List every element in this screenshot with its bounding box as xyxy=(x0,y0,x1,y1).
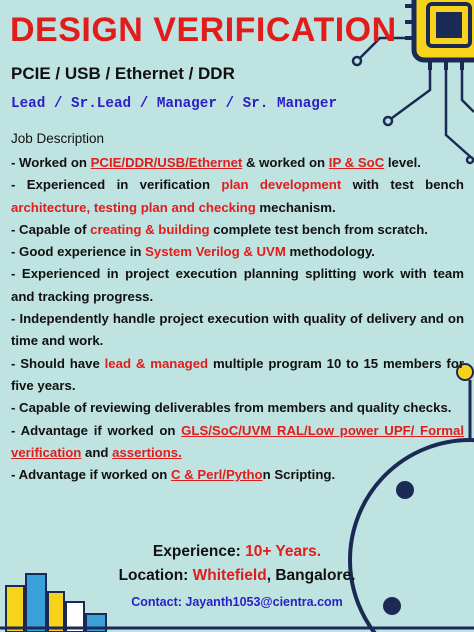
experience-line xyxy=(0,540,474,564)
item-text-segment: multiple program 10 to 15 members for five years. xyxy=(11,355,465,393)
item-text-segment: creating & building xyxy=(90,221,210,237)
item-text-segment: - Advantage if worked on xyxy=(11,422,182,438)
item-text-segment: - Experienced in project execution planning splitting work with team and tracking progress. xyxy=(11,266,464,304)
job-description-item xyxy=(11,308,464,353)
job-description-heading: Job Description xyxy=(11,131,105,146)
chip-icon xyxy=(405,0,474,70)
item-text-segment: - Worked on xyxy=(11,155,91,170)
job-description-item xyxy=(11,397,464,419)
item-text-segment: & worked on xyxy=(242,155,329,170)
job-description-item xyxy=(11,174,464,219)
item-text-segment: IP & SoC xyxy=(328,155,385,170)
item-text-segment: methodology. xyxy=(285,244,375,260)
contact-label: Contact: xyxy=(131,595,186,609)
location-rest: , Bangalore. xyxy=(266,567,356,584)
item-text-segment: - Independently handle project execution with quality of delivery and on time and work. xyxy=(11,311,464,349)
location-line xyxy=(0,564,474,588)
item-text-segment: complete test bench from scratch. xyxy=(209,221,428,237)
item-text-segment: and xyxy=(81,444,113,460)
job-description-item xyxy=(11,152,464,174)
page-title: DESIGN VERIFICATION xyxy=(10,11,397,49)
contact-line xyxy=(0,592,474,612)
item-text-segment: n Scripting. xyxy=(262,467,336,483)
job-description-list xyxy=(11,152,464,486)
item-text-segment: C & Perl/Pytho xyxy=(170,467,263,483)
job-description-item xyxy=(11,464,464,486)
experience-value: 10+ Years. xyxy=(245,543,322,560)
item-text-segment: - Advantage if worked on xyxy=(11,467,171,483)
item-text-segment: - Good experience in xyxy=(11,244,146,260)
item-text-segment: lead & managed xyxy=(104,355,209,371)
item-text-segment: level. xyxy=(384,155,421,170)
location-label: Location: xyxy=(118,567,193,584)
item-text-segment: - Experienced in verification xyxy=(11,177,222,193)
item-text-segment: assertions. xyxy=(112,444,182,460)
job-description-item xyxy=(11,353,464,398)
item-text-segment: - Capable of reviewing deliverables from members and quality checks. xyxy=(11,400,452,416)
page-subtitle: PCIE / USB / Ethernet / DDR xyxy=(11,64,235,83)
item-text-segment: - Should have xyxy=(11,355,105,371)
roles-line: Lead / Sr.Lead / Manager / Sr. Manager xyxy=(11,96,338,112)
experience-label: Experience: xyxy=(152,543,246,560)
item-text-segment: architecture, testing plan and checking xyxy=(11,199,256,215)
location-city: Whitefield xyxy=(192,567,267,584)
job-description-item xyxy=(11,263,464,308)
job-description xyxy=(11,130,464,486)
job-description-item xyxy=(11,241,464,263)
item-text-segment: PCIE/DDR/USB/Ethernet xyxy=(90,155,243,170)
contact-email[interactable]: Jayanth1053@cientra.com xyxy=(185,595,343,609)
item-text-segment: - Capable of xyxy=(11,221,91,237)
item-text-segment: with test bench xyxy=(341,177,464,193)
job-description-item xyxy=(11,420,464,465)
job-description-item xyxy=(11,219,464,241)
item-text-segment: mechanism. xyxy=(255,199,336,215)
item-text-segment: GLS/SoC/UVM RAL/Low power UPF/ Formal verification xyxy=(11,422,464,460)
item-text-segment: plan development xyxy=(221,177,342,193)
item-text-segment: System Verilog & UVM xyxy=(145,244,286,260)
